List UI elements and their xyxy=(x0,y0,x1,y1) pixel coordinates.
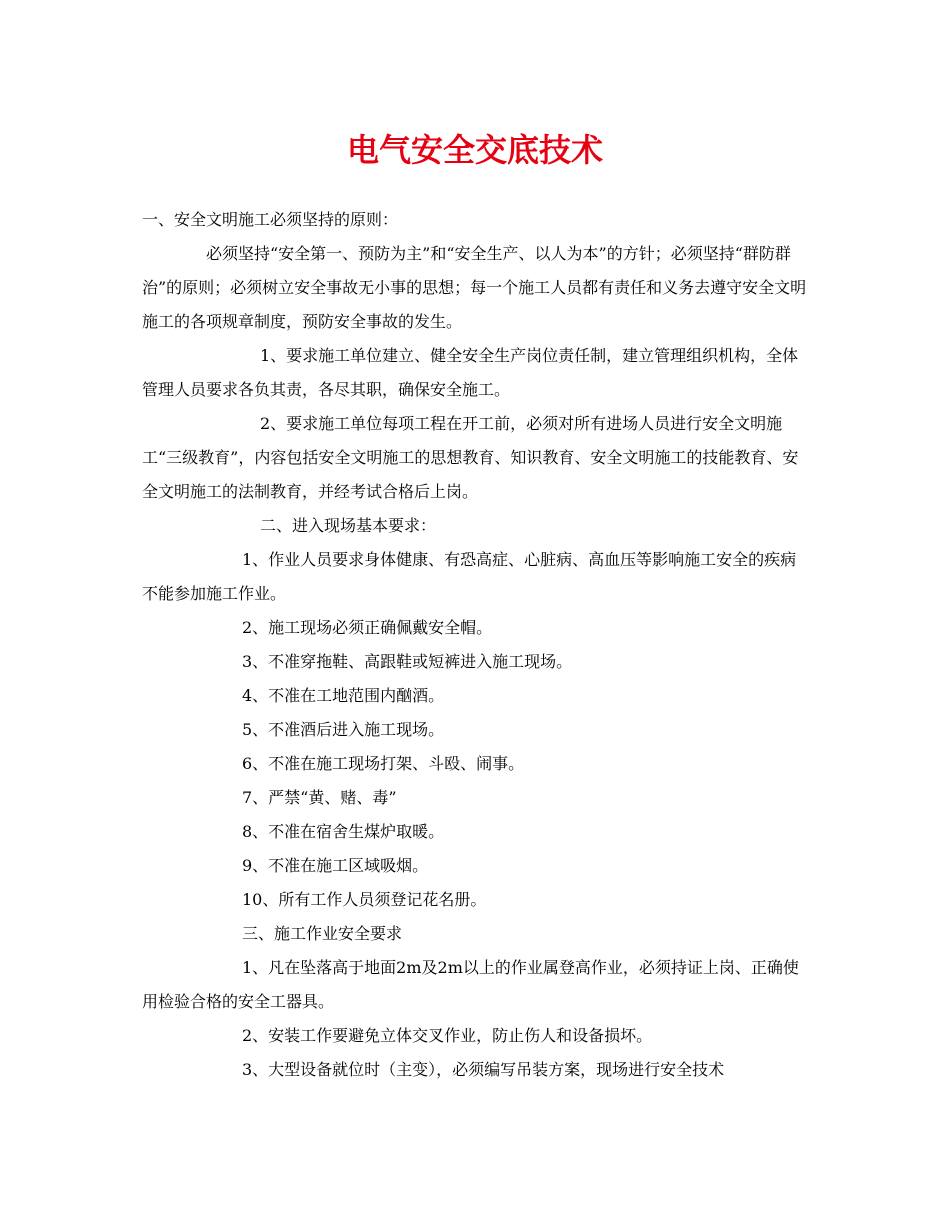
paragraph: 3、大型设备就位时（主变），必须编写吊装方案，现场进行安全技术 xyxy=(242,1060,725,1079)
paragraph: 三、施工作业安全要求 xyxy=(242,924,403,943)
paragraph: 8、不准在宿舍生煤炉取暖。 xyxy=(242,822,445,841)
paragraph: 6、不准在施工现场打架、斗殴、闹事。 xyxy=(242,754,525,773)
document-body xyxy=(142,203,810,1087)
paragraph: 2、要求施工单位每项工程在开工前，必须对所有进场人员进行安全文明施工“三级教育”，内容包括安全文明施工的思想教育、知识教育、安全文明施工的技能教育、安全文明施工的法制教育，并经考试合格后上岗。 xyxy=(142,414,799,501)
paragraph: 4、不准在工地范围内酗酒。 xyxy=(242,686,445,705)
paragraph: 2、安装工作要避免立体交叉作业，防止伤人和设备损坏。 xyxy=(242,1026,653,1045)
paragraph: 9、不准在施工区域吸烟。 xyxy=(242,856,429,875)
paragraph: 5、不准酒后进入施工现场。 xyxy=(242,720,445,739)
paragraph: 2、施工现场必须正确佩戴安全帽。 xyxy=(242,618,493,637)
paragraph: 7、严禁“黄、赌、毒” xyxy=(242,788,397,807)
paragraph: 1、要求施工单位建立、健全安全生产岗位责任制，建立管理组织机构，全体管理人员要求各负其责，各尽其职，确保安全施工。 xyxy=(142,346,799,399)
paragraph: 二、进入现场基本要求： xyxy=(260,516,437,535)
paragraph: 一、安全文明施工必须坚持的原则： xyxy=(142,210,399,229)
paragraph: 必须坚持“安全第一、预防为主”和“安全生产、以人为本”的方针；必须坚持“群防群治”的原则；必须树立安全事故无小事的思想；每一个施工人员都有责任和义务去遵守安全文明施工的各项规章制度，预防安全事故的发生。 xyxy=(142,244,807,331)
paragraph: 1、凡在坠落高于地面2m及2m以上的作业属登高作业，必须持证上岗、正确使用检验合格的安全工器具。 xyxy=(142,958,799,1011)
document-title: 电气安全交底技术 xyxy=(346,131,603,169)
paragraph: 10、所有工作人员须登记花名册。 xyxy=(242,890,487,909)
paragraph: 3、不准穿拖鞋、高跟鞋或短裤进入施工现场。 xyxy=(242,652,573,671)
paragraph: 1、作业人员要求身体健康、有恐高症、心脏病、高血压等影响施工安全的疾病不能参加施工作业。 xyxy=(142,550,797,603)
